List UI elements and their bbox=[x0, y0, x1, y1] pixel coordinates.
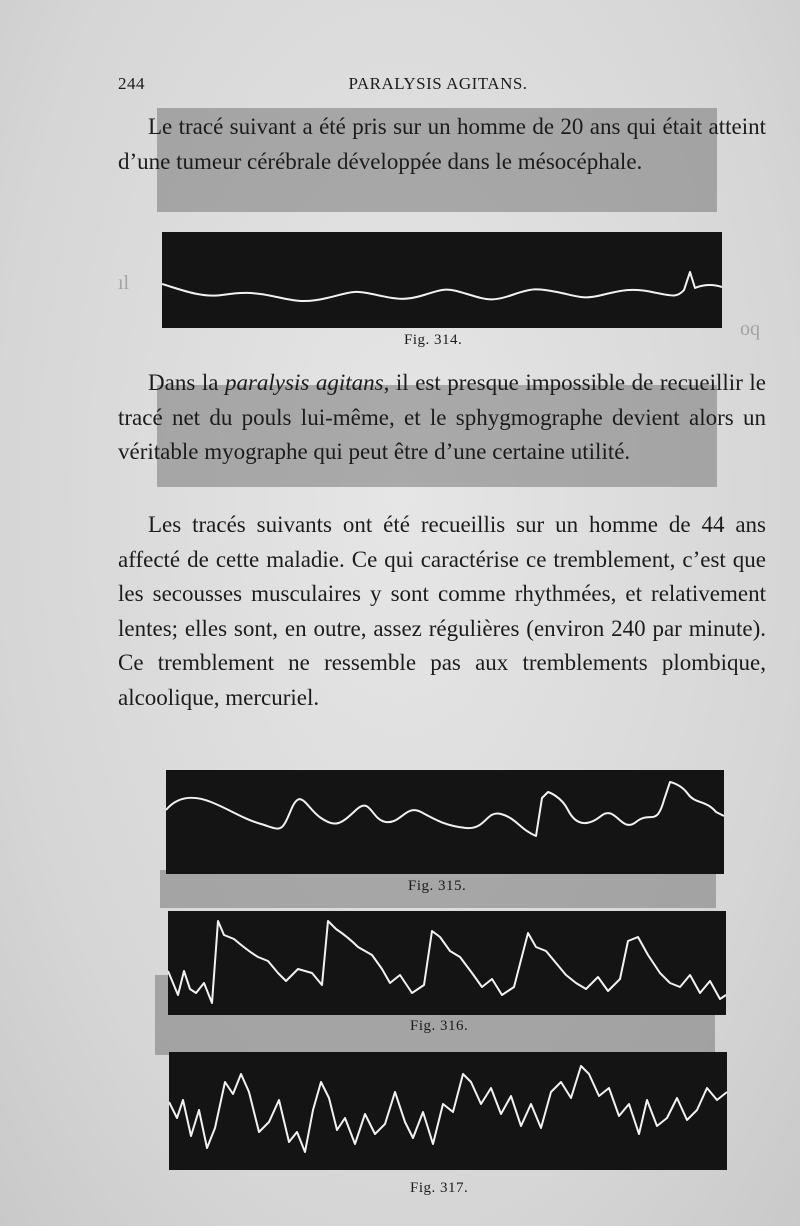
figure-caption: Fig. 317. bbox=[410, 1180, 469, 1196]
bleed-through-mark: oq bbox=[740, 318, 760, 340]
paragraph-2 bbox=[118, 366, 766, 470]
tremor-trace bbox=[168, 911, 726, 1015]
tracing-fig-315 bbox=[166, 770, 724, 874]
figure-caption: Fig. 316. bbox=[410, 1018, 469, 1034]
paragraph-2-italic-term: paralysis agitans bbox=[224, 370, 384, 395]
paragraph-3: Les tracés suivants ont été recueillis sur un homme de 44 ans affecté de cette maladie. Ce qui caractérise ce tremblement, c’est que les secousses musculaires y sont comme rhythmées, et relativement lentes; elles sont, en outre, assez régulières (environ 240 par minute). Ce tremblement ne ressemble pas aux tremblements plombique, alcoolique, mercuriel. bbox=[118, 512, 766, 710]
figure-caption: Fig. 314. bbox=[404, 332, 463, 348]
tracing-fig-314 bbox=[162, 232, 722, 328]
paragraph-2-text-start: Dans la bbox=[148, 370, 225, 395]
paragraph-1: Le tracé suivant a été pris sur un homme de 20 ans qui était atteint d’une tumeur cérébrale développée dans le mésocéphale. bbox=[118, 114, 766, 174]
page-header bbox=[118, 74, 758, 98]
figure-caption: Fig. 315. bbox=[408, 878, 467, 894]
paragraph-2-text-end: , il est presque impossible de recueillir le tracé net du pouls lui-même, et le sphygmographe devient alors un véritable myographe qui peut être d’une certaine utilité. bbox=[118, 370, 766, 464]
page-number: 244 bbox=[118, 74, 145, 93]
sphygmograph-trace bbox=[162, 232, 722, 328]
tracing-fig-316 bbox=[168, 911, 726, 1015]
tracing-fig-317 bbox=[169, 1052, 727, 1170]
tremor-trace bbox=[169, 1052, 727, 1170]
tremor-trace bbox=[166, 770, 724, 874]
bleed-through-mark: ıl bbox=[118, 272, 130, 294]
running-title: PARALYSIS AGITANS. bbox=[348, 74, 528, 93]
